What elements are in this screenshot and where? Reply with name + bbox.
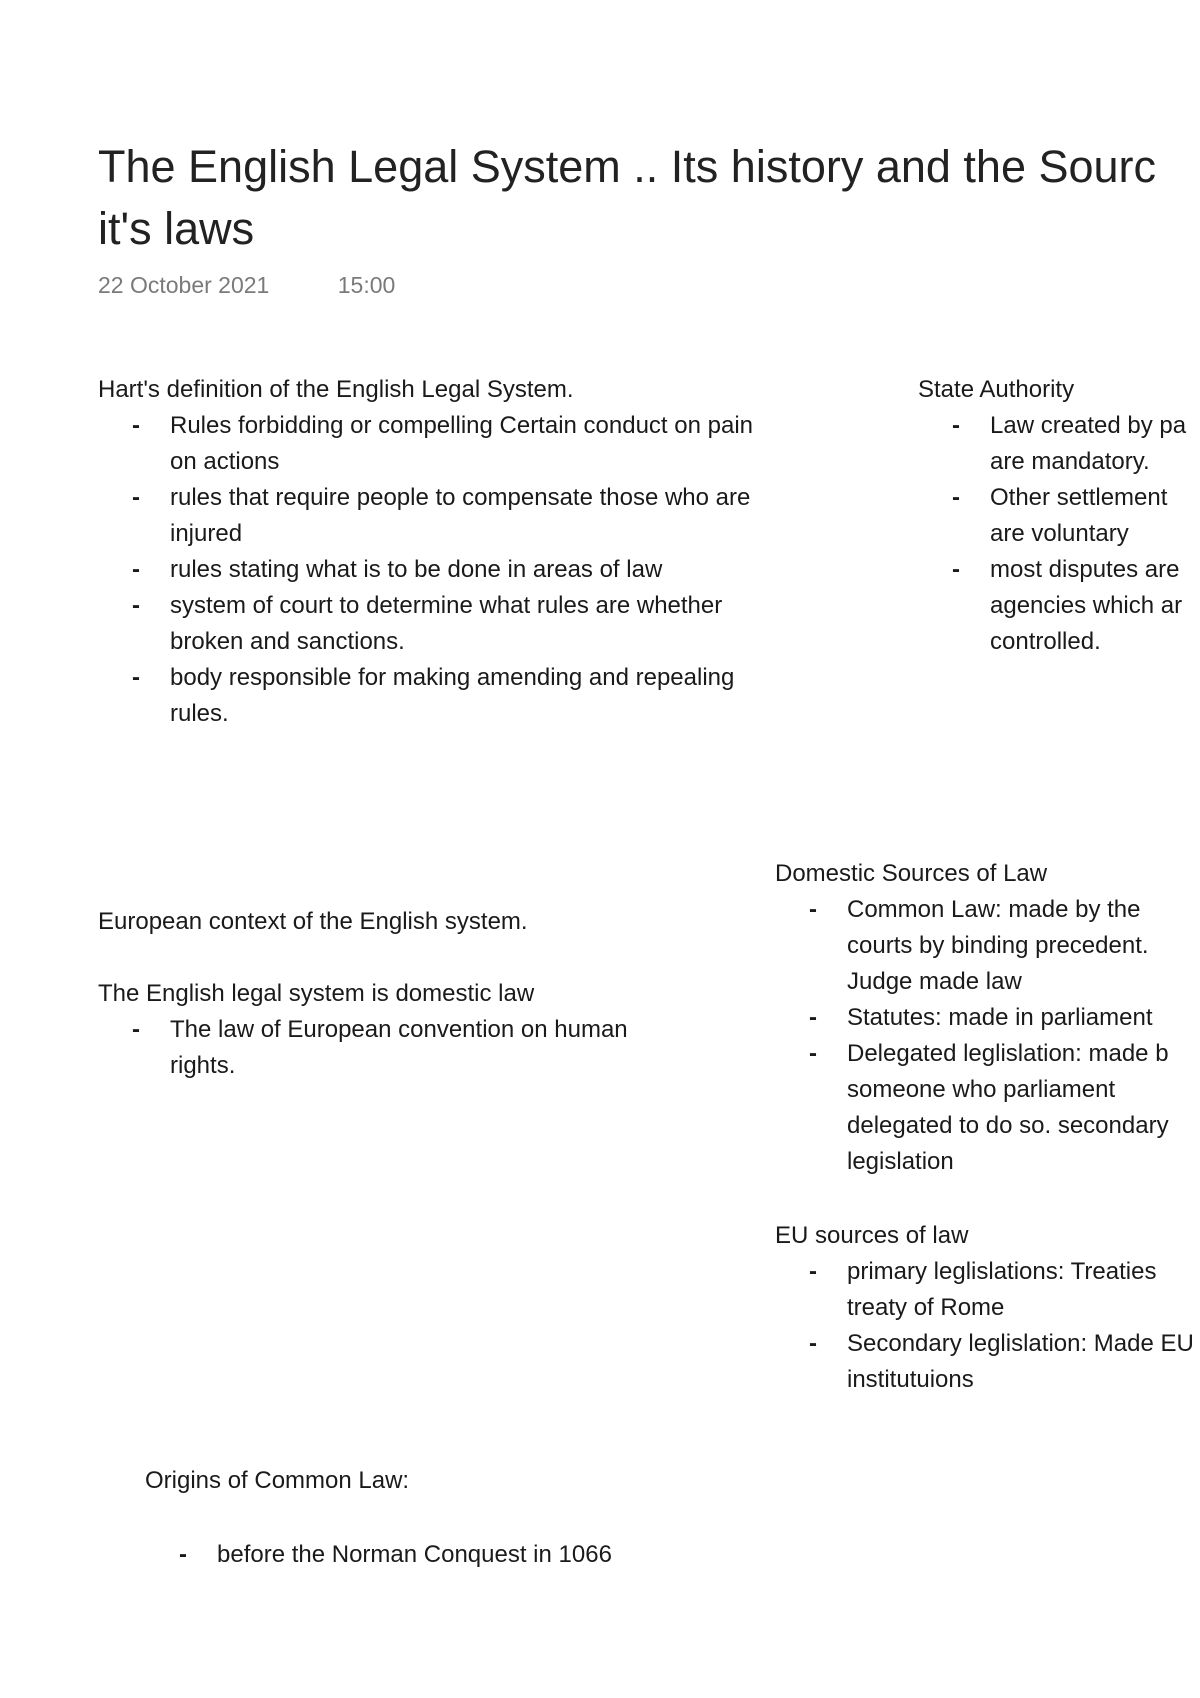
origins-block bbox=[145, 1463, 765, 1573]
list-item: - Other settlement are voluntary bbox=[918, 480, 1200, 552]
list-item: - Common Law: made by the courts by binding precedent. Judge made law bbox=[775, 892, 1200, 1000]
harts-definition-block bbox=[98, 372, 758, 732]
list-item: - body responsible for making amending and repealing rules. bbox=[98, 660, 758, 732]
european-heading: European context of the English system. bbox=[98, 908, 528, 935]
list-item: - most disputes are agencies which ar controlled. bbox=[918, 552, 1200, 660]
list-item: - system of court to determine what rules are whether broken and sanctions. bbox=[98, 588, 758, 660]
list-item: - The law of European convention on human rights. bbox=[98, 1012, 658, 1084]
page-title bbox=[98, 136, 1200, 260]
list-item: - rules that require people to compensate those who are injured bbox=[98, 480, 758, 552]
list-item: - Statutes: made in parliament bbox=[775, 1000, 1200, 1036]
list-item: - primary leglislations: Treaties treaty of Rome bbox=[775, 1254, 1200, 1326]
list-item: - rules stating what is to be done in areas of law bbox=[98, 552, 758, 588]
eu-sources-block bbox=[775, 1218, 1200, 1398]
harts-heading: Hart's definition of the English Legal System. bbox=[98, 376, 574, 403]
list-item: - Delegated leglislation: made b someone who parliament delegated to do so. secondary legislation bbox=[775, 1036, 1200, 1180]
european-list bbox=[98, 1012, 658, 1084]
list-item: - Law created by pa are mandatory. bbox=[918, 408, 1200, 480]
note-date: 22 October 2021 bbox=[98, 272, 270, 298]
list-item: - Rules forbidding or compelling Certain conduct on pain on actions bbox=[98, 408, 758, 480]
eu-list bbox=[775, 1254, 1200, 1398]
state-authority-block bbox=[918, 372, 1200, 660]
note-time: 15:00 bbox=[337, 272, 396, 298]
european-subheading: The English legal system is domestic law bbox=[98, 980, 535, 1007]
list-item: - before the Norman Conquest in 1066 bbox=[145, 1537, 765, 1573]
state-heading: State Authority bbox=[918, 376, 1075, 403]
note-meta bbox=[98, 272, 395, 299]
eu-heading: EU sources of law bbox=[775, 1222, 969, 1249]
page-title-line-1: The English Legal System .. Its history and the Sourc bbox=[98, 141, 1157, 192]
harts-list bbox=[98, 408, 758, 732]
domestic-list bbox=[775, 892, 1200, 1180]
origins-heading: Origins of Common Law: bbox=[145, 1467, 410, 1494]
domestic-heading: Domestic Sources of Law bbox=[775, 860, 1048, 887]
page-title-line-2: it's laws bbox=[98, 203, 255, 254]
list-item: - Secondary leglislation: Made EU institutuions bbox=[775, 1326, 1200, 1398]
origins-list bbox=[145, 1537, 765, 1573]
european-context-block bbox=[98, 904, 658, 1084]
domestic-sources-block bbox=[775, 856, 1200, 1180]
state-list bbox=[918, 408, 1200, 660]
